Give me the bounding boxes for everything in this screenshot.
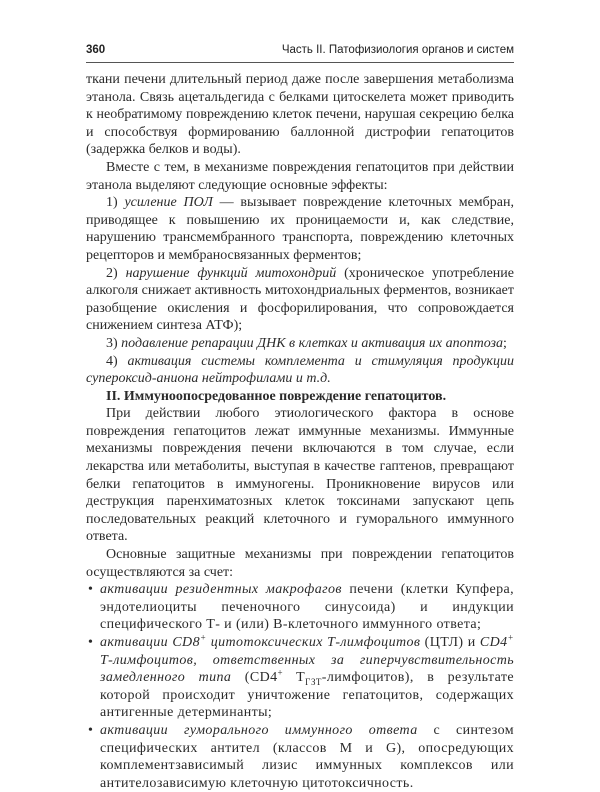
section-title: Иммуноопосредованное повреждение гепатоцитов. [123, 388, 447, 404]
superscript: + [507, 632, 514, 643]
bullet-term: активации гуморального иммунного ответа [100, 722, 418, 738]
bullet-item-1 [86, 581, 514, 634]
bullet-item-3 [86, 722, 514, 792]
paragraph-effects-intro: Вместе с тем, в механизме повреждения гепатоцитов при действии этанола выделяют следующие основные эффекты: [86, 159, 514, 193]
paragraph-defense-intro: Основные защитные механизмы при повреждении гепатоцитов осуществляются за счет: [86, 547, 514, 580]
cd8-term-text: цитотоксических Т-лимфоцитов [206, 635, 421, 650]
paragraph-immune-mechanisms: При действии любого этиологического фактора в основе повреждения гепатоцитов лежат иммунные механизмы. Иммунные механизмы повреждения печени включаются в том случае, если лекарства или метаболиты, выступая в качестве гаптенов, превращают белки гепатоцитов в иммуногены. Проникновение вирусов или деструкция паренхиматозных клеток токсинами запускают цепь последовательных реакций клеточного и гуморального иммунного ответа. [86, 406, 514, 545]
bullet-term: активации резидентных макрофагов [100, 582, 342, 598]
bullet-text: (ЦТЛ) и [420, 635, 480, 650]
bullet-text: (CD4 [231, 670, 278, 686]
bullet-item-2 [86, 634, 514, 722]
bullet-icon: • [88, 582, 94, 598]
effect-number: 4) [106, 353, 128, 369]
effect-term: активация системы комплемента и стимуляция продукции супероксид-аниона нейтрофилами и т.д. [86, 353, 514, 387]
header-rule [86, 62, 514, 63]
superscript: + [277, 667, 283, 678]
paragraph-continuation: ткани печени длительный период даже после завершения метаболизма этанола. Связь ацетальдегида с белками цитоскелета может приводить к необратимому повреждению клеток печени, нарушая секрецию белка и способствуя формированию баллонной дистрофии гепатоцитов (задержка белков и воды). [86, 72, 514, 158]
effect-term: подавление репарации ДНК в клетках и активация их апоптоза [121, 335, 503, 351]
effect-number: 2) [106, 265, 126, 281]
cd4-label: CD4 [479, 635, 508, 650]
cd8-label: активации CD8 [100, 635, 200, 650]
running-title: Часть II. Патофизиология органов и систем [281, 44, 514, 56]
superscript: + [199, 632, 207, 643]
effect-number: 1) [106, 195, 125, 211]
bullet-icon: • [88, 635, 94, 650]
running-header [86, 40, 514, 62]
bullet-icon: • [88, 722, 94, 738]
effect-text: ; [502, 335, 507, 351]
bullet-text: с синтезом специфических антител (классов М и G), опосредующих комплементзависимый лизис иммунных комплексов или антителозависимую клеточную цитотоксичность. [100, 722, 514, 791]
effect-item-3 [86, 335, 514, 353]
section-number: II. [106, 388, 124, 404]
effect-text: — вызывает повреждение клеточных мембран, приводящее к повышению их проницаемости и, как следствие, нарушению трансмембранного транспорта, повреждению клеточных рецепторов и мембраносвязанных ферментов; [86, 195, 515, 263]
effect-item-2 [86, 265, 514, 335]
bullet-text: T [282, 670, 306, 686]
bullet-term [100, 632, 421, 650]
page-number: 360 [86, 44, 106, 56]
effect-term: нарушение функций митохондрий [125, 265, 337, 281]
bullet-text: -лимфоцитов), в результате которой происходит уничтожение гепатоцитов, содержащих антигенные детерминанты; [100, 670, 514, 721]
bullet-text: печени (клетки Купфера, эндотелиоциты печеночного синусоида) и индукции специфического Т- и (или) В-клеточного иммунного ответа; [100, 582, 514, 633]
page-body [86, 71, 514, 792]
effect-number: 3) [106, 335, 122, 351]
effect-item-4 [86, 353, 514, 388]
cd4-term-text: Т-лимфоцитов, ответственных за гиперчувствительность замедленного типа [100, 652, 514, 686]
effect-term: усиление ПОЛ [124, 195, 213, 211]
effect-item-1 [86, 194, 514, 264]
subscript: ГЗТ [305, 676, 322, 687]
effect-text: (хроническое употребление алкоголя снижает активность митохондриальных ферментов, возникает разобщение окисления и фосфорилирования, что сопровождается снижением синтеза АТФ); [86, 265, 514, 334]
section-heading [86, 388, 514, 406]
